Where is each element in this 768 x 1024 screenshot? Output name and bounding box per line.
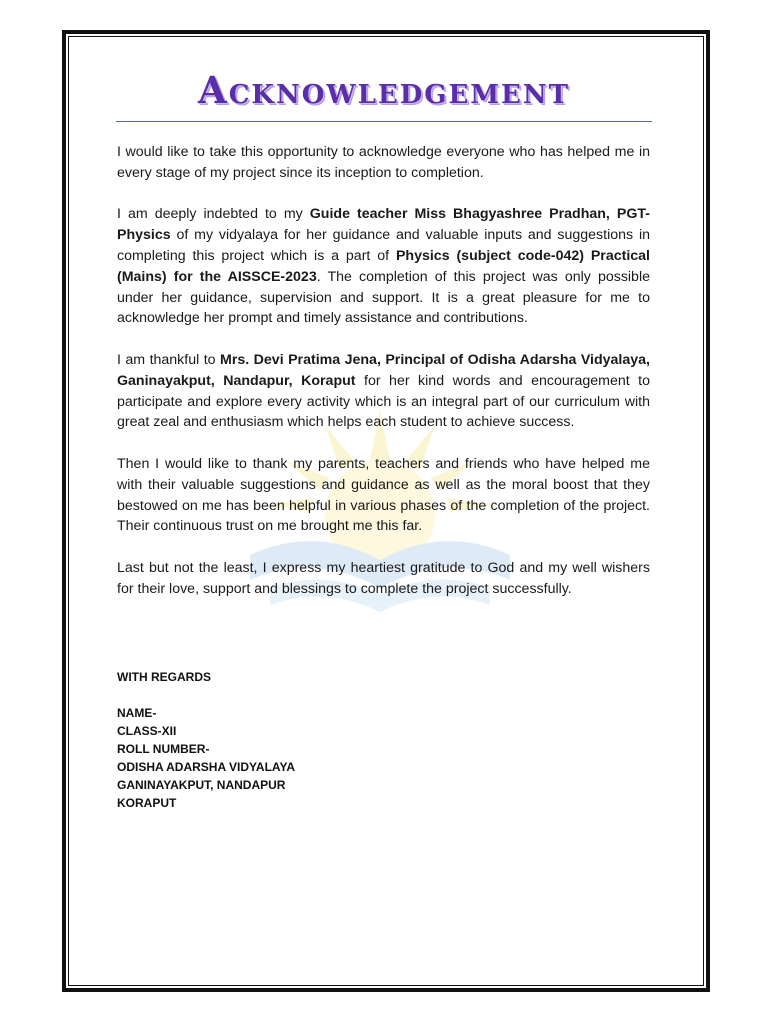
signoff-block — [117, 668, 295, 812]
paragraph-principal-text-1: I am thankful to — [117, 351, 221, 368]
principal-name: Mrs. Devi Pratima Jena, Principal of Odisha Adarsha Vidyalaya, Ganinayakput, Nandapur, Koraput — [117, 351, 650, 389]
paragraph-principal-text-2: for her kind words and encouragement to participate and explore every activity which is an integral part of our curriculum with great zeal and enthusiasm which helps each student to achieve success. — [117, 372, 651, 431]
paragraph-intro-text: I would like to take this opportunity to acknowledge everyone who has helped me in every stage of my project since its inception to completion. — [117, 144, 650, 181]
guide-teacher-name: Guide teacher Miss Bhagyashree Pradhan, PGT-Physics — [117, 206, 650, 244]
page-title: Acknowledgement — [198, 68, 570, 112]
signoff-school: ODISHA ADARSHA VIDYALAYA — [117, 760, 296, 774]
paragraph-parents-friends — [117, 454, 650, 537]
paragraph-guide-text-3: . The completion of this project was only possible under her guidance, supervision and support. It is a great pleasure for me to acknowledge her prompt and timely assistance and contributions. — [117, 268, 650, 327]
signoff-address: GANINAYAKPUT, NANDAPUR — [117, 778, 286, 792]
acknowledgement-body — [117, 142, 650, 620]
paragraph-guide-text-1: I am deeply indebted to my — [117, 206, 310, 223]
signoff-district: KORAPUT — [117, 796, 177, 810]
paragraph-parents-text: Then I would like to thank my parents, teachers and friends who have helped me with their valuable suggestions and guidance as well as the moral boost that they bestowed on me has been helpful in various phases of the completion of the project. Their continuous trust on me brought me this far. — [117, 455, 650, 535]
paragraph-intro — [117, 142, 650, 184]
paragraph-guide-text-2: of my vidyalaya for her guidance and valuable inputs and suggestions in completing this project which is a part of — [117, 227, 650, 264]
paragraph-guide-teacher — [117, 204, 650, 329]
paragraph-principal — [117, 350, 650, 433]
signoff-regards: WITH REGARDS — [117, 670, 211, 684]
signoff-name: NAME- — [117, 706, 157, 720]
signoff-roll-number: ROLL NUMBER- — [117, 742, 210, 756]
signoff-class: CLASS-XII — [117, 724, 177, 738]
paragraph-gratitude — [117, 558, 650, 600]
title-underline — [116, 121, 652, 122]
paragraph-gratitude-text: Last but not the least, I express my heartiest gratitude to God and my well wishers for their love, support and blessings to complete the project successfully. — [117, 559, 650, 597]
subject-exam-name: Physics (subject code-042) Practical (Mains) for the AISSCE-2023 — [117, 247, 650, 285]
signoff-gap — [117, 686, 295, 704]
